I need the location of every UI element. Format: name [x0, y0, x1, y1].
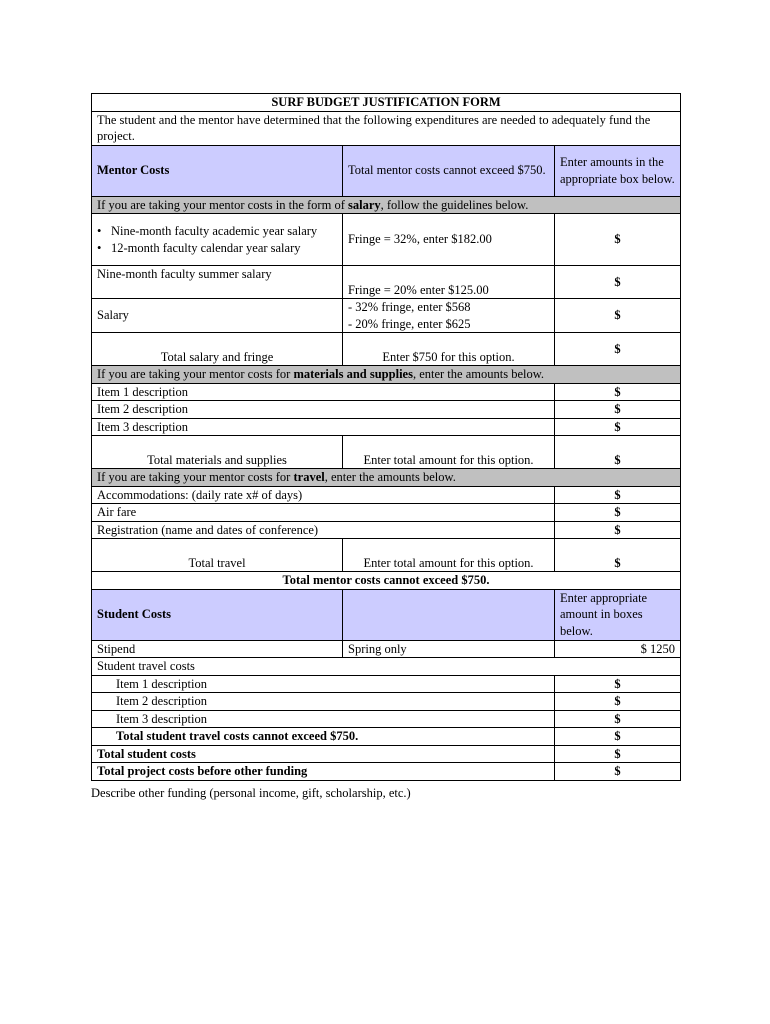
student-travel-item-1: Item 1 description [92, 675, 555, 693]
mentor-costs-limit: Total mentor costs cannot exceed $750. [343, 145, 555, 196]
student-travel-total-label: Total student travel costs cannot exceed $750. [92, 728, 555, 746]
materials-item-3-amount[interactable]: $ [555, 418, 681, 436]
total-salary-label: Total salary and fringe [92, 333, 343, 366]
academic-year-item: • Nine-month faculty academic year salary [111, 223, 337, 240]
mentor-total-limit: Total mentor costs cannot exceed $750. [92, 572, 681, 590]
student-travel-item-3: Item 3 description [92, 710, 555, 728]
total-materials-note: Enter total amount for this option. [343, 436, 555, 469]
total-materials-label: Total materials and supplies [92, 436, 343, 469]
academic-fringe-note: Fringe = 32%, enter $182.00 [343, 214, 555, 266]
total-salary-note: Enter $750 for this option. [343, 333, 555, 366]
registration-amount[interactable]: $ [555, 521, 681, 539]
accommodations-label: Accommodations: (daily rate x# of days) [92, 486, 555, 504]
student-costs-instruction: Enter appropriate amount in boxes below. [555, 589, 681, 640]
materials-item-1-amount[interactable]: $ [555, 383, 681, 401]
student-travel-item-3-amount[interactable]: $ [555, 710, 681, 728]
total-materials-amount[interactable]: $ [555, 436, 681, 469]
airfare-label: Air fare [92, 504, 555, 522]
salary-option-20: - 20% fringe, enter $625 [348, 316, 471, 331]
student-costs-blank [343, 589, 555, 640]
student-travel-item-1-amount[interactable]: $ [555, 675, 681, 693]
salary-label: Salary [92, 299, 343, 333]
salary-banner: If you are taking your mentor costs in the form of salary, follow the guidelines below. [92, 196, 681, 214]
other-funding-prompt: Describe other funding (personal income, gift, scholarship, etc.) [91, 786, 411, 800]
salary-amount[interactable]: $ [555, 299, 681, 333]
stipend-note: Spring only [343, 640, 555, 658]
student-travel-item-2-amount[interactable]: $ [555, 693, 681, 711]
budget-justification-table [91, 93, 681, 781]
form-title: SURF BUDGET JUSTIFICATION FORM [92, 94, 681, 112]
salary-options [343, 299, 555, 333]
academic-salary-label [92, 214, 343, 266]
calendar-year-item: • 12-month faculty calendar year salary [111, 240, 337, 257]
mentor-costs-instruction: Enter amounts in the appropriate box below. [555, 145, 681, 196]
stipend-label: Stipend [92, 640, 343, 658]
total-project-costs-label: Total project costs before other funding [92, 763, 555, 781]
total-travel-label: Total travel [92, 539, 343, 572]
total-project-costs-amount[interactable]: $ [555, 763, 681, 781]
academic-salary-amount[interactable]: $ [555, 214, 681, 266]
salary-option-32: - 32% fringe, enter $568 [348, 300, 471, 314]
summer-fringe-note: Fringe = 20% enter $125.00 [343, 266, 555, 299]
total-student-costs-label: Total student costs [92, 745, 555, 763]
summer-salary-amount[interactable]: $ [555, 266, 681, 299]
materials-banner: If you are taking your mentor costs for materials and supplies, enter the amounts below. [92, 366, 681, 384]
materials-item-3: Item 3 description [92, 418, 555, 436]
materials-item-2-amount[interactable]: $ [555, 401, 681, 419]
total-salary-amount[interactable]: $ [555, 333, 681, 366]
stipend-amount[interactable]: $ 1250 [555, 640, 681, 658]
total-student-costs-amount[interactable]: $ [555, 745, 681, 763]
intro-text: The student and the mentor have determined that the following expenditures are needed to adequately fund the project. [92, 111, 681, 145]
accommodations-amount[interactable]: $ [555, 486, 681, 504]
total-travel-note: Enter total amount for this option. [343, 539, 555, 572]
travel-banner: If you are taking your mentor costs for travel, enter the amounts below. [92, 469, 681, 487]
mentor-costs-header: Mentor Costs [92, 145, 343, 196]
student-costs-header: Student Costs [92, 589, 343, 640]
student-travel-label: Student travel costs [92, 658, 681, 676]
student-travel-total-amount[interactable]: $ [555, 728, 681, 746]
total-travel-amount[interactable]: $ [555, 539, 681, 572]
registration-label: Registration (name and dates of conference) [92, 521, 555, 539]
summer-salary-label: Nine-month faculty summer salary [92, 266, 343, 299]
materials-item-1: Item 1 description [92, 383, 555, 401]
airfare-amount[interactable]: $ [555, 504, 681, 522]
materials-item-2: Item 2 description [92, 401, 555, 419]
student-travel-item-2: Item 2 description [92, 693, 555, 711]
